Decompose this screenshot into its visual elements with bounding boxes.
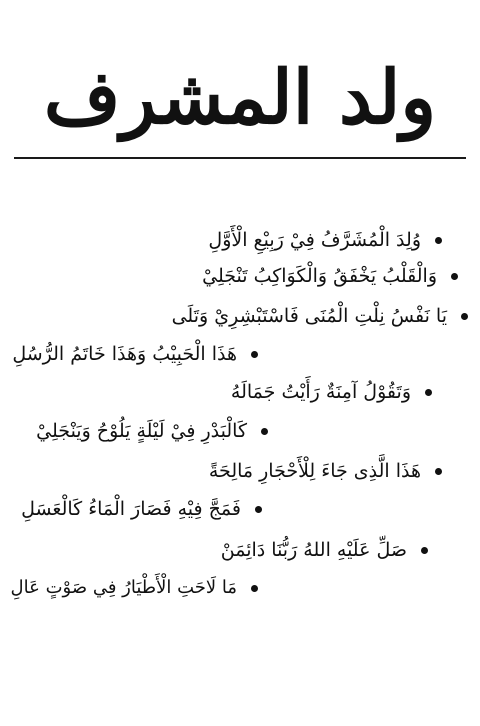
- verse-item: [231, 377, 432, 407]
- verse-item: [36, 416, 268, 446]
- verse-item: [11, 573, 258, 603]
- verse-text: فَمَجَّ فِيْهِ فَصَارَ الْمَاءُ كَالْعَسَلِ: [21, 498, 241, 520]
- verse-text: وَالْقَلْبُ يَخْفَقُ وَالْكَوَاكِبُ تَنْجَلِيْ: [202, 265, 437, 287]
- verse-item: [21, 494, 262, 524]
- verse-text: وَتَقُوْلُ آمِنَةٌ رَأَيْتُ جَمَالَهُ: [230, 381, 411, 403]
- bullet-icon: [435, 237, 442, 244]
- verse-text: يَا نَفْسُ نِلْتِ الْمُنَى فَاسْتَبْشِرِيْ وَتَلَى: [171, 305, 447, 327]
- verse-text: مَا لَاحَتِ الْأَطْيَارُ فِي صَوْتٍ عَالِ: [10, 577, 237, 598]
- verse-item: [208, 225, 442, 255]
- bullet-icon: [251, 585, 258, 592]
- verse-item: [221, 535, 428, 565]
- bullet-icon: [251, 351, 258, 358]
- verse-item: [172, 301, 468, 331]
- bullet-icon: [461, 313, 468, 320]
- verse-text: هَذَا الْحَبِيْبُ وَهَذَا خَاتَمُ الرُّسُلِ: [12, 343, 237, 365]
- bullet-icon: [261, 428, 268, 435]
- bullet-icon: [451, 273, 458, 280]
- verse-text: وُلِدَ الْمُشَرَّفُ فِيْ رَبِيْعِ الْأَوَّلِ: [208, 229, 421, 251]
- document-title: ولد المشرف: [43, 55, 437, 141]
- bullet-icon: [255, 506, 262, 513]
- verse-text: صَلِّ عَلَيْهِ اللهُ رَبُّنَا دَائِمَنْ: [220, 539, 407, 561]
- verse-item: [202, 261, 458, 291]
- bullet-icon: [421, 547, 428, 554]
- bullet-icon: [425, 389, 432, 396]
- bullet-icon: [435, 468, 442, 475]
- verse-text: هَذَا الَّذِى جَاءَ لِلْأَحْجَارِ مَالِحَةً: [208, 460, 421, 482]
- verse-text: كَالْبَدْرِ فِيْ لَيْلَةٍ يَلُوْحُ وَيَنْجَلِيْ: [36, 420, 247, 442]
- verse-item: [209, 456, 442, 486]
- verse-item: [12, 339, 258, 369]
